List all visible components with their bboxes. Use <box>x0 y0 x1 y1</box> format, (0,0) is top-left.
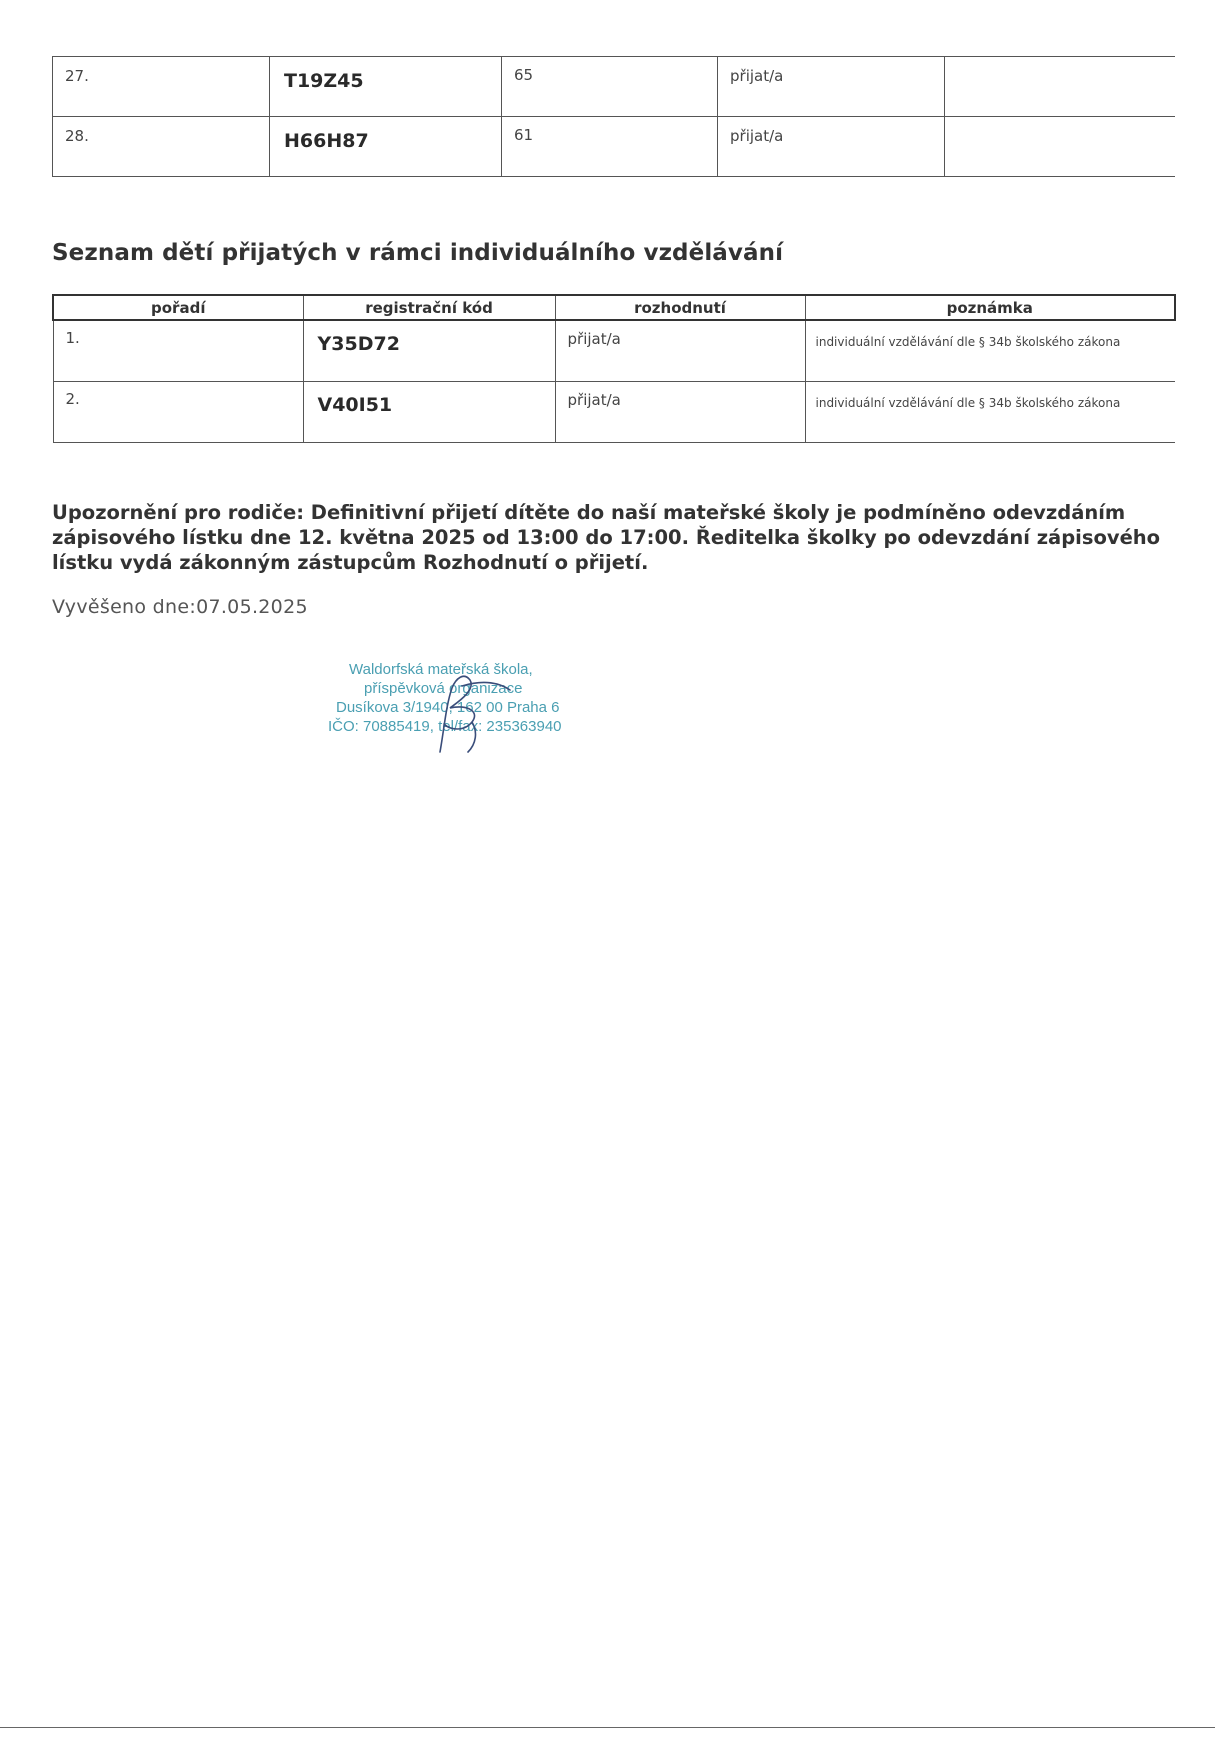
stamp-line-school-name: Waldorfská mateřská škola, <box>349 661 533 678</box>
note <box>945 117 1175 177</box>
stamp-line-address: Dusíkova 3/1940, 162 00 Praha 6 <box>336 699 560 716</box>
note: individuální vzdělávání dle § 34b školského zákona <box>805 382 1175 443</box>
decision: přijat/a <box>555 382 805 443</box>
admissions-table-continued <box>52 56 1175 177</box>
posted-label: Vyvěšeno dne: <box>52 596 197 618</box>
posted-date-line <box>52 596 308 618</box>
decision: přijat/a <box>555 320 805 382</box>
column-header-order: pořadí <box>53 295 303 320</box>
decision: přijat/a <box>718 57 945 117</box>
stamp-line-organization: příspěvková organizace <box>364 680 523 697</box>
table-header-row <box>53 295 1175 320</box>
table-row <box>53 320 1175 382</box>
registration-code: H66H87 <box>270 117 502 177</box>
posted-date: 07.05.2025 <box>196 596 308 618</box>
row-number: 28. <box>53 117 270 177</box>
signature-icon <box>322 660 612 760</box>
row-number: 1. <box>53 320 303 382</box>
table-row <box>53 117 1175 177</box>
note: individuální vzdělávání dle § 34b školského zákona <box>805 320 1175 382</box>
row-number: 27. <box>53 57 270 117</box>
registration-code: V40I51 <box>303 382 555 443</box>
stamp-line-ico: IČO: 70885419, tel/fax: 235363940 <box>328 718 562 735</box>
individual-education-table <box>52 294 1176 443</box>
column-header-registration-code: registrační kód <box>303 295 555 320</box>
table-row <box>53 57 1175 117</box>
row-number: 2. <box>53 382 303 443</box>
parent-notice: Upozornění pro rodiče: Definitivní přijetí dítěte do naší mateřské školy je podmíněno odevzdáním zápisového lístku dne 12. května 2025 od 13:00 do 17:00. Ředitelka školky po odevzdání zápisového lístku vydá zákonným zástupcům Rozhodnutí o přijetí. <box>52 501 1161 574</box>
registration-code: Y35D72 <box>303 320 555 382</box>
table-row <box>53 382 1175 443</box>
registration-code: T19Z45 <box>270 57 502 117</box>
score: 65 <box>502 57 718 117</box>
page-bottom-rule <box>0 1727 1215 1728</box>
score: 61 <box>502 117 718 177</box>
note <box>945 57 1175 117</box>
column-header-decision: rozhodnutí <box>555 295 805 320</box>
school-stamp <box>322 660 612 760</box>
section-title: Seznam dětí přijatých v rámci individuálního vzdělávání <box>52 240 784 266</box>
decision: přijat/a <box>718 117 945 177</box>
column-header-note: poznámka <box>805 295 1175 320</box>
